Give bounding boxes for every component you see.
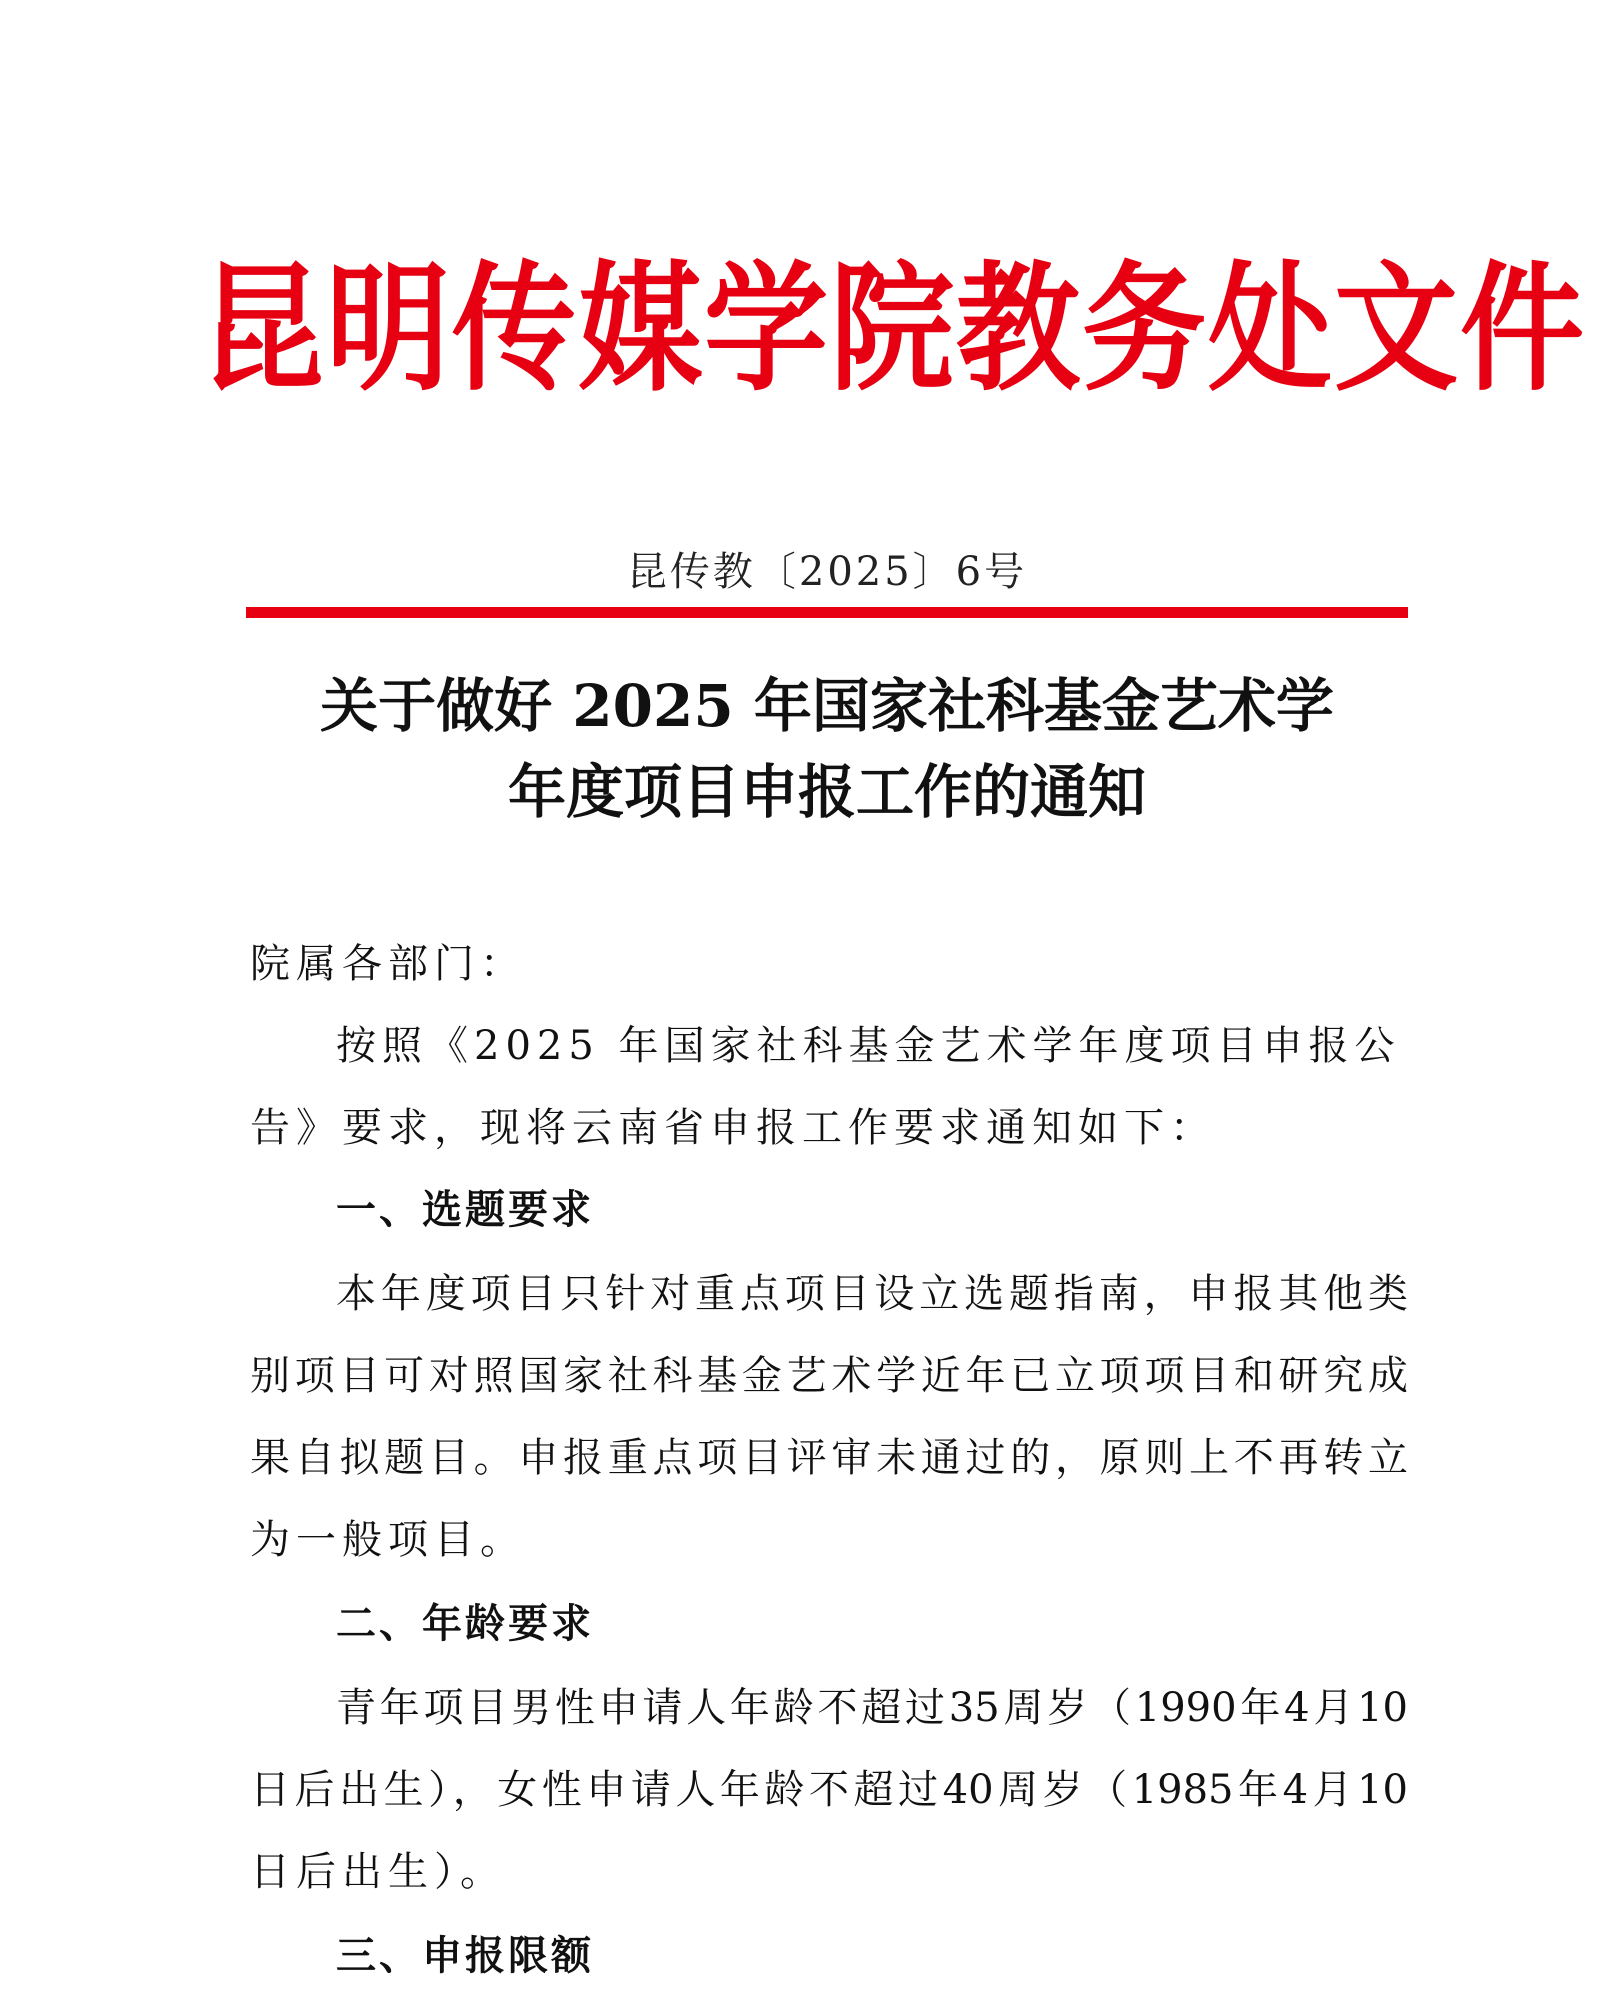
section-2-line-2: 日后出生），女性申请人年龄不超过40周岁（1985年4月10 bbox=[250, 1767, 1408, 1813]
issuing-office-title: 昆明传媒学院教务处文件 bbox=[200, 248, 1587, 411]
notice-title-line-1: 关于做好 2025 年国家社科基金艺术学 bbox=[320, 672, 1334, 740]
section-1-line-4: 为一般项目。 bbox=[250, 1517, 526, 1563]
intro-line-2: 告》要求，现将云南省申报工作要求通知如下： bbox=[250, 1105, 1216, 1151]
section-1-line-2: 别项目可对照国家社科基金艺术学近年已立项项目和研究成 bbox=[250, 1353, 1408, 1399]
section-3-heading: 三、申报限额 bbox=[336, 1933, 594, 1979]
notice-title-line-2: 年度项目申报工作的通知 bbox=[507, 758, 1146, 826]
section-2-line-3: 日后出生）。 bbox=[250, 1849, 506, 1895]
salutation: 院属各部门： bbox=[250, 941, 526, 987]
section-1-line-1: 本年度项目只针对重点项目设立选题指南，申报其他类 bbox=[336, 1271, 1408, 1317]
section-1-heading: 一、选题要求 bbox=[336, 1187, 594, 1233]
intro-line-1: 按照《2025 年国家社科基金艺术学年度项目申报公 bbox=[336, 1023, 1401, 1069]
section-2-line-1: 青年项目男性申请人年龄不超过35周岁（1990年4月10 bbox=[336, 1685, 1408, 1731]
section-1-line-3: 果自拟题目。申报重点项目评审未通过的，原则上不再转立 bbox=[250, 1435, 1408, 1481]
document-number: 昆传教〔2025〕6号 bbox=[626, 549, 1028, 595]
red-divider-line bbox=[246, 607, 1408, 618]
section-2-heading: 二、年龄要求 bbox=[336, 1601, 594, 1647]
